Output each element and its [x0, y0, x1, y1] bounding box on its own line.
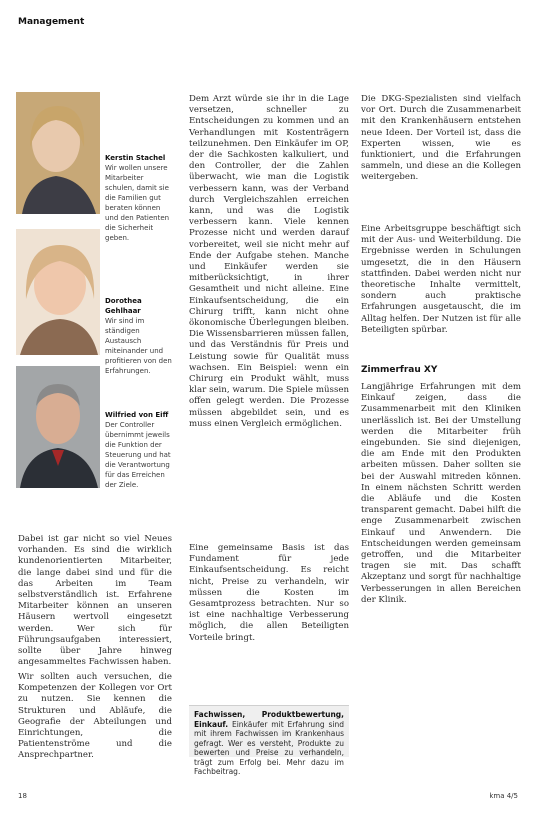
article-text-col3-c: Langjährige Erfahrungen mit dem Einkauf zeigen, dass die Zusammenarbeit mit den Kliniken unerlässlich ist. Bei der Umstellung werden die Mitarbeiter früh eingebunden. Sie sind diejenigen, die am Ende mit den Produkten arbeiten müssen. Daher sollten sie bei der Auswahl mitreden können. In einem nächsten Schritt werden die Abläufe und die Kosten transparent gemacht. Dabei hilft die enge Zusammenarbeit zwischen Einkauf und Anwendern. Die Entscheidungen werden gemeinsam getroffen, und die Mitarbeiter tragen sie mit. Das schafft Akzeptanz und sorgt für nachhaltige Verbesserungen in allen Bereichen der Klinik.	[361, 382, 521, 605]
section-header: Management	[18, 17, 85, 27]
profile-caption-3	[105, 410, 175, 490]
profile-text-1: Wir wollen unsere Mitarbeiter schulen, damit sie die Familien gut beraten können und den Patienten die Sicherheit geben.	[105, 164, 170, 242]
article-text-col3-b: Eine Arbeitsgruppe beschäftigt sich mit der Aus- und Weiterbildung. Die Ergebnisse werden in Schulungen umgesetzt, die in den Häusern stattfinden. Dabei werden nicht nur theoretische Inhalte vermittelt, sondern auch praktische Erfahrungen ausgetauscht, die im Alltag helfen. Der Nutzen ist für alle Beteiligten spürbar.	[361, 224, 521, 335]
section-subhead: Zimmerfrau XY	[361, 365, 438, 375]
article-text-col3-a: Die DKG-Spezialisten sind vielfach vor Ort. Durch die Zusammenarbeit mit den Krankenhäusern entstehen neue Ideen. Der Vorteil ist, dass die Experten wissen, wie es funktioniert, und die Erfahrungen sammeln, und diese an die Kollegen weitergeben.	[361, 94, 521, 183]
page-number: 18	[18, 792, 27, 800]
info-box-title: Fachwissen, Produktbewertung, Einkauf.	[194, 710, 344, 729]
portrait-photo-3	[16, 366, 100, 488]
profile-caption-2	[105, 296, 175, 376]
portrait-photo-1	[16, 92, 100, 214]
profile-name-2: Dorothea Gehlhaar	[105, 297, 142, 315]
portrait-photo-2	[16, 229, 100, 355]
article-text-col2-b: Eine gemeinsame Basis ist das Fundament für jede Einkaufsentscheidung. Es reicht nicht, Preise zu verhandeln, wir müssen die Kosten im Gesamtprozess betrachten. Nur so ist eine nachhaltige Verbesserung möglich, die allen Beteiligten Vorteile bringt.	[189, 543, 349, 643]
article-text-col1-a: Dabei ist gar nicht so viel Neues vorhanden. Es sind die wirklich kundenorientierten Mitarbeiter, die lange dabei sind und für die das Arbeiten im Team selbstverständlich ist. Erfahrene Mitarbeiter können an unseren Häusern wertvoll eingesetzt werden. Wer sich für Führungsaufgaben interessiert, sollte über Jahre hinweg angesammeltes Fachwissen haben.	[18, 534, 172, 668]
info-box-text: Einkäufer mit Erfahrung sind mit ihrem Fachwissen im Krankenhaus gefragt. Wer es versteht, Produkte zu bewerten und Preise zu verhandeln, trägt zum Erfolg bei. Mehr dazu im Fachbeitrag.	[194, 719, 344, 776]
info-box	[189, 705, 349, 776]
profile-name-3: Wilfried von Eiff	[105, 411, 169, 419]
profile-text-3: Der Controller übernimmt jeweils die Funktion der Steuerung und hat die Verantwortung für das Erreichen der Ziele.	[105, 421, 171, 489]
profile-text-2: Wir sind im ständigen Austausch miteinander und profitieren von den Erfahrungen.	[105, 317, 172, 375]
profile-name-1: Kerstin Stachel	[105, 154, 166, 162]
profile-caption-1	[105, 153, 175, 243]
article-text-col2-a: Dem Arzt würde sie ihr in die Lage versetzen, schneller zu Entscheidungen zu kommen und an Verhandlungen mit Kostenträgern teilzunehmen. Den Einkäufer im OP, der die Sachkosten kalkuliert, und den Controller, der die Zahlen überwacht, wie man die Logistik verbessern kann, was der Verband durch Vergleichszahlen erreichen kann, und was die Logistik verbessern kann. Viele kennen Prozesse nicht und werden darauf vorbereitet, weil sie nicht mehr auf Ende der Aufgabe stehen. Manche und Einkäufer werden sie mitberücksichtigt, in ihrer Gesamtheit und nicht alleine. Eine Einkaufsentscheidung, die ein Chirurg trifft, kann nicht ohne ökonomische Überlegungen bleiben. Die Wissensbarrieren müssen fallen, und das Verständnis für Preis und Leistung sowie für Qualität muss wachsen. Ein Beispiel: wenn ein Chirurg ein Produkt wählt, muss klar sein, warum. Die Spiele müssen offen gelegt werden. Die Prozesse müssen abgebildet sein, und es muss einen Vergleich ermöglichen.	[189, 94, 349, 429]
article-text-col1-b: Wir sollten auch versuchen, die Kompetenzen der Kollegen vor Ort zu nutzen. Sie kennen die Strukturen und Abläufe, die Geografie der Abteilungen und Einrichtungen, die Patientenströme und die Ansprechpartner.	[18, 672, 172, 761]
magazine-footer: kma 4/5	[489, 792, 518, 800]
